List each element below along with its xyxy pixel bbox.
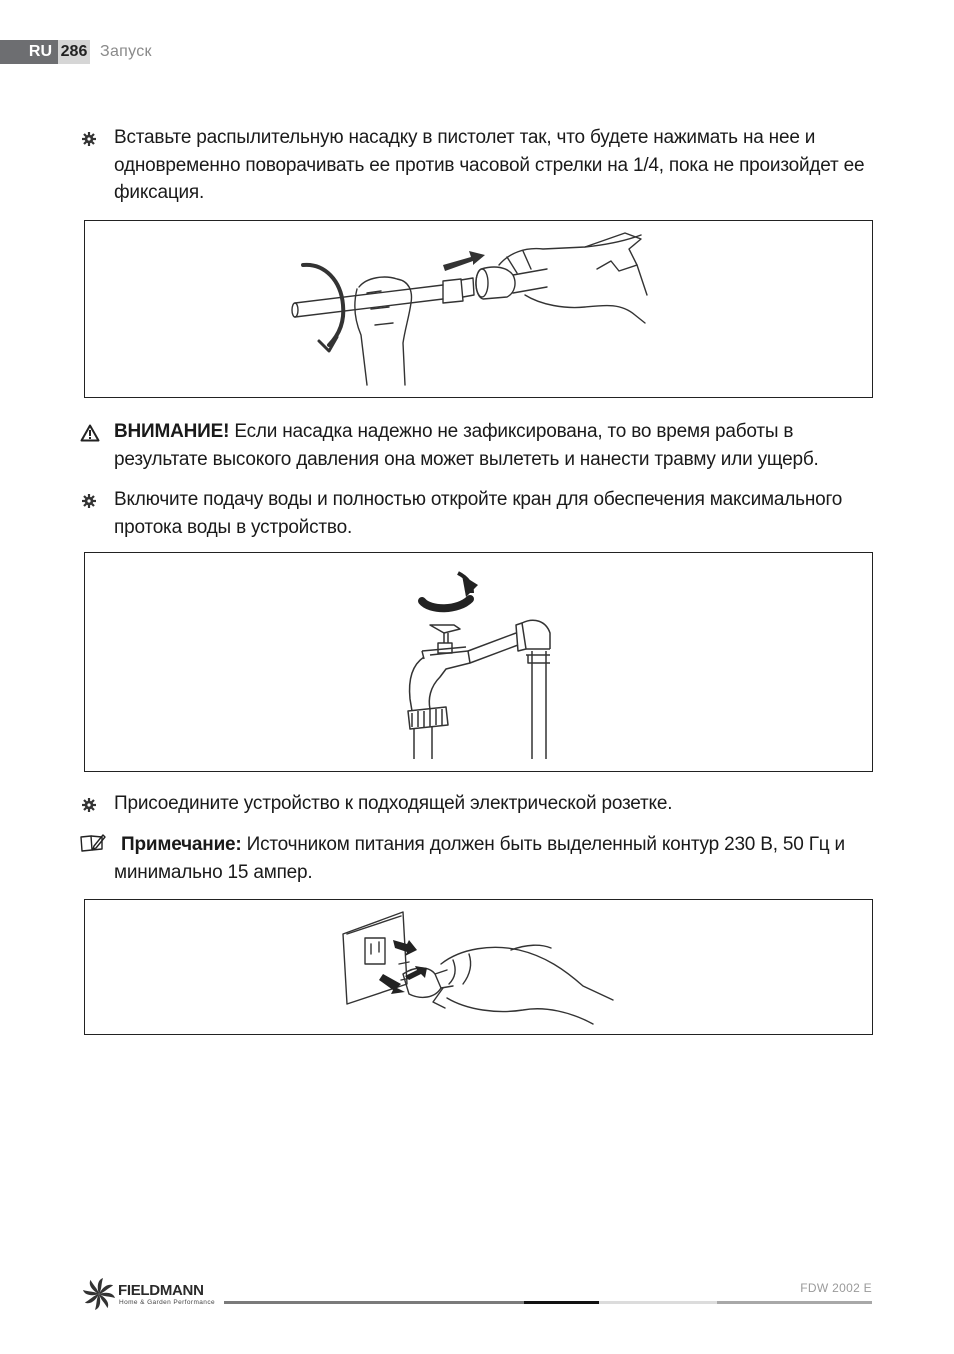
gear-bullet-icon <box>81 797 97 813</box>
section-title: Запуск <box>100 43 152 60</box>
gear-bullet-icon <box>81 493 97 509</box>
model-number: FDW 2002 E <box>800 1281 872 1295</box>
warning-paragraph <box>114 418 884 473</box>
step-open-water: Включите подачу воды и полностью откройте кран для обеспечения максимального протока воды в устройство. <box>114 489 843 538</box>
footer-rule-accent <box>524 1301 599 1304</box>
brand-tagline: Home & Garden Performance <box>119 1299 215 1306</box>
figure-water-tap <box>84 552 873 772</box>
warning-triangle-icon <box>80 424 100 442</box>
gear-bullet-icon <box>81 131 97 147</box>
note-text: Источником питания должен быть выделенный контур 230 В, 50 Гц и минимально 15 ампер. <box>114 834 845 883</box>
step-insert-nozzle: Вставьте распылительную насадку в пистолет так, что будете нажимать на нее и одновременно поворачивать ее против часовой стрелки на 1/4, пока не произойдет ее фиксация. <box>114 127 865 203</box>
footer-rule <box>224 1301 524 1304</box>
note-paragraph <box>114 831 884 886</box>
nozzle-insertion-illustration <box>285 225 655 387</box>
page-number: 286 <box>58 40 90 64</box>
step-connect-power: Присоедините устройство к подходящей электрической розетке. <box>114 793 673 814</box>
brand-name: FIELDMANN <box>118 1282 204 1299</box>
page-header <box>0 40 152 64</box>
footer-rule-light <box>599 1301 717 1304</box>
warning-label: ВНИМАНИЕ! <box>114 421 230 442</box>
fan-logo-icon <box>82 1277 116 1311</box>
power-outlet-illustration <box>283 904 623 1030</box>
footer-rule-end <box>717 1301 872 1304</box>
brand-logo <box>82 1277 242 1313</box>
language-code: RU <box>0 40 58 64</box>
note-label: Примечание: <box>121 834 242 855</box>
figure-power-outlet <box>84 899 873 1035</box>
figure-nozzle-insertion <box>84 220 873 398</box>
note-book-icon <box>80 834 106 852</box>
water-tap-illustration <box>400 559 560 759</box>
warning-text: Если насадка надежно не зафиксирована, то во время работы в результате высокого давления она может вылететь и нанести травму или ущерб. <box>114 421 819 470</box>
